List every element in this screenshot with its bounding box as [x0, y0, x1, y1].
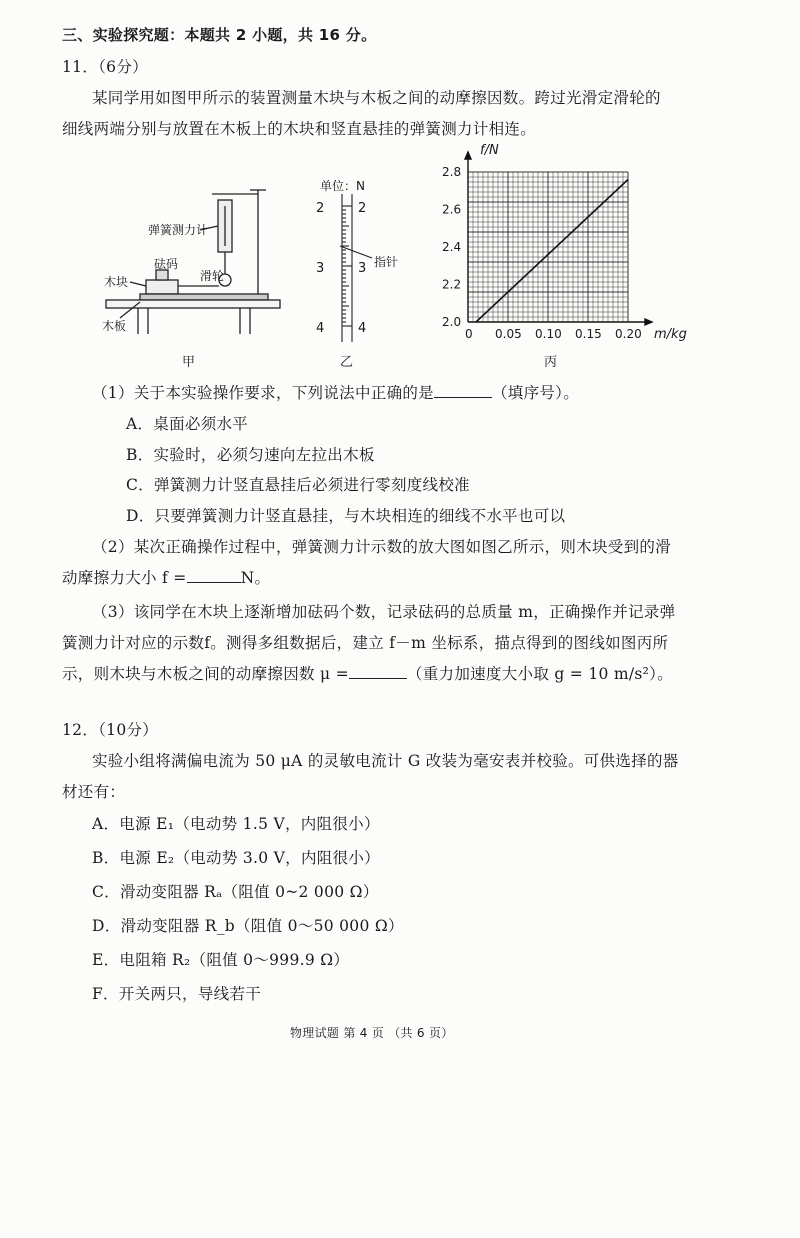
q12-item-e: E．电阻箱 R₂（阻值 0～999.9 Ω）	[92, 951, 350, 969]
q11-option-b: B．实验时，必须匀速向左拉出木板	[126, 446, 375, 464]
q11-option-a: A．桌面必须水平	[126, 415, 249, 433]
label-board: 木板	[102, 319, 127, 333]
section-title: 三、实验探究题：本题共 2 小题，共 16 分。	[62, 26, 377, 44]
chart-xlabel: m/kg	[654, 327, 687, 342]
chart-xtick-label: 0.15	[575, 327, 602, 341]
board-shape	[140, 294, 268, 300]
q11-part2	[62, 566, 270, 588]
q11-part3-line2: 簧测力计对应的示数f。测得多组数据后，建立 f－m 坐标系，描点得到的图线如图丙所	[62, 634, 669, 652]
label-weight: 砝码	[154, 257, 179, 271]
q11-part1	[92, 381, 579, 403]
q12-item-d: D．滑动变阻器 R_b（阻值 0～50 000 Ω）	[92, 917, 404, 935]
pointer-label: 指针	[374, 255, 399, 269]
tick-left-2: 2	[316, 201, 325, 216]
label-spring-scale: 弹簧测力计	[148, 223, 209, 237]
label-block: 木块	[104, 275, 129, 289]
q11-part3-text: 示，则木块与木板之间的动摩擦因数 μ =	[62, 665, 349, 683]
chart-ytick-label: 2.6	[442, 202, 462, 217]
q12-item-f: F．开关两只，导线若干	[92, 985, 262, 1003]
page-footer: 物理试题 第 4 页 （共 6 页）	[290, 1026, 454, 1040]
answer-blank-2[interactable]	[187, 567, 241, 584]
figure-chart	[438, 140, 698, 372]
chart-ytick-label: 2.4	[442, 240, 462, 254]
y-axis-arrow	[465, 152, 471, 159]
q12-number: 12．（10分）	[62, 721, 159, 739]
answer-blank-3[interactable]	[349, 663, 407, 680]
chart-ytick-label: 2.2	[442, 277, 462, 292]
scale-unit: 单位：N	[320, 179, 365, 193]
figure-scale	[310, 172, 400, 372]
caption-bing: 丙	[544, 355, 558, 370]
q11-number: 11．（6分）	[62, 58, 148, 76]
chart-ytick-label: 2.0	[442, 315, 462, 329]
q12-intro-line2: 材还有：	[62, 783, 126, 801]
weight-shape	[156, 270, 168, 280]
chart-xtick-label: 0.20	[615, 327, 642, 341]
tick-right-3: 3	[358, 261, 367, 276]
tick-left-4: 4	[316, 321, 325, 336]
tick-right-2: 2	[358, 201, 367, 216]
q11-intro-line2: 细线两端分别与放置在木板上的木块和竖直悬挂的弹簧测力计相连。	[62, 120, 537, 138]
q11-option-c: C．弹簧测力计竖直悬挂后必须进行零刻度线校准	[126, 476, 470, 494]
q11-part3-line1: （3）该同学在木块上逐渐增加砝码个数，记录砝码的总质量 m，正确操作并记录弹	[92, 603, 676, 621]
q12-item-a: A．电源 E₁（电动势 1.5 V，内阻很小）	[92, 815, 380, 833]
q12-intro-line1: 实验小组将满偏电流为 50 μA 的灵敏电流计 G 改装为毫安表并校验。可供选择的器	[92, 752, 679, 770]
caption-jia: 甲	[182, 355, 196, 370]
q11-part1-text: （1）关于本实验操作要求，下列说法中正确的是	[92, 384, 434, 402]
q11-option-d: D．只要弹簧测力计竖直悬挂，与木块相连的细线不水平也可以	[126, 507, 566, 525]
q11-part2-text: 动摩擦力大小 f =	[62, 569, 187, 587]
q11-part3-suffix: （重力加速度大小取 g = 10 m/s²）。	[406, 665, 674, 683]
series-line	[476, 180, 628, 323]
chart-ylabel: f/N	[480, 143, 499, 158]
pointer-line	[340, 246, 372, 258]
x-axis-arrow	[645, 319, 652, 325]
chart-ytick-label: 2.8	[442, 165, 462, 179]
chart-xtick-label: 0.05	[495, 327, 522, 341]
block-shape	[146, 280, 178, 294]
answer-blank-1[interactable]	[434, 382, 492, 399]
q11-part2-suffix: N。	[240, 569, 271, 587]
q11-part1-suffix: （填序号）。	[491, 384, 580, 402]
label-pulley: 滑轮	[200, 269, 225, 283]
q12-item-b: B．电源 E₂（电动势 3.0 V，内阻很小）	[92, 849, 380, 867]
q11-part2-line1: （2）某次正确操作过程中，弹簧测力计示数的放大图如图乙所示，则木块受到的滑	[92, 538, 671, 556]
q11-part3	[62, 662, 673, 684]
tick-left-3: 3	[316, 261, 325, 276]
tick-right-4: 4	[358, 321, 367, 336]
q11-intro-line1: 某同学用如图甲所示的装置测量木块与木板之间的动摩擦因数。跨过光滑定滑轮的	[92, 89, 661, 107]
caption-yi: 乙	[340, 355, 354, 370]
chart-xtick-label: 0	[465, 327, 473, 341]
figure-apparatus	[100, 182, 290, 372]
q12-item-c: C．滑动变阻器 Rₐ（阻值 0~2 000 Ω）	[92, 883, 379, 901]
chart-xtick-label: 0.10	[535, 327, 562, 341]
